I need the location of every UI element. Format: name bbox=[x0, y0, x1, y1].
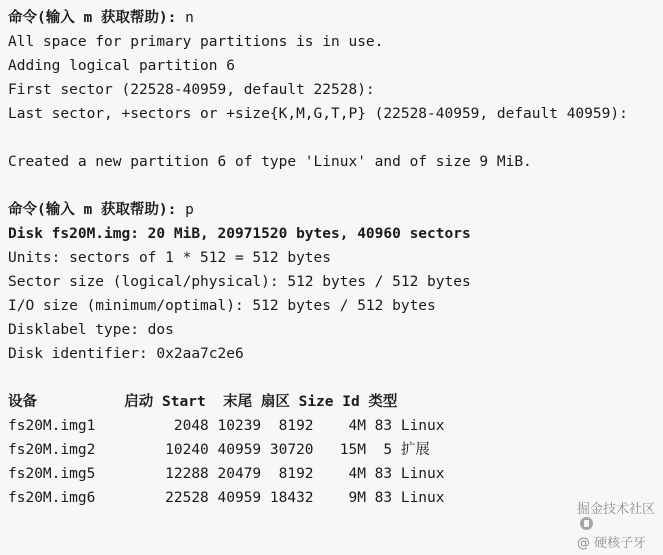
terminal-line: All space for primary partitions is in use. bbox=[8, 34, 384, 50]
terminal-line: fs20M.img6 22528 40959 18432 9M 83 Linux bbox=[8, 490, 445, 506]
terminal-line: Last sector, +sectors or +size{K,M,G,T,P} (22528-40959, default 40959): bbox=[8, 106, 637, 122]
terminal-line: First sector (22528-40959, default 22528): bbox=[8, 82, 384, 98]
terminal-line: Disklabel type: dos bbox=[8, 322, 174, 338]
terminal-line: I/O size (minimum/optimal): 512 bytes / 512 bytes bbox=[8, 298, 436, 314]
juejin-logo-icon bbox=[580, 517, 593, 530]
terminal-blank-line bbox=[8, 366, 655, 390]
terminal-line: Adding logical partition 6 bbox=[8, 58, 235, 74]
terminal-line: Disk fs20M.img: 20 MiB, 20971520 bytes, 40960 sectors bbox=[8, 226, 471, 242]
terminal-blank-line bbox=[8, 174, 655, 198]
prompt-answer: n bbox=[185, 10, 194, 26]
terminal-line: fs20M.img2 10240 40959 30720 15M 5 扩展 bbox=[8, 442, 430, 458]
prompt-label: 命令(输入 m 获取帮助): bbox=[8, 10, 186, 26]
terminal-blank-line bbox=[8, 126, 655, 150]
terminal-line: fs20M.img1 2048 10239 8192 4M 83 Linux bbox=[8, 418, 445, 434]
watermark bbox=[569, 483, 655, 551]
terminal-line: Created a new partition 6 of type 'Linux' and of size 9 MiB. bbox=[8, 154, 532, 170]
terminal-line: fs20M.img5 12288 20479 8192 4M 83 Linux bbox=[8, 466, 445, 482]
watermark-suffix: @ 硬核子牙 bbox=[576, 536, 647, 551]
prompt-answer: p bbox=[185, 202, 194, 218]
terminal-prompt-line bbox=[8, 198, 655, 222]
terminal-line: Units: sectors of 1 * 512 = 512 bytes bbox=[8, 250, 332, 266]
terminal-line: Disk identifier: 0x2aa7c2e6 bbox=[8, 346, 244, 362]
partition-table-header: 设备 启动 Start 末尾 扇区 Size Id 类型 bbox=[8, 394, 398, 410]
prompt-label: 命令(输入 m 获取帮助): bbox=[8, 202, 186, 218]
watermark-prefix: 掘金技术社区 bbox=[576, 502, 655, 517]
terminal-prompt-line bbox=[8, 6, 655, 30]
terminal-line: Sector size (logical/physical): 512 bytes / 512 bytes bbox=[8, 274, 471, 290]
